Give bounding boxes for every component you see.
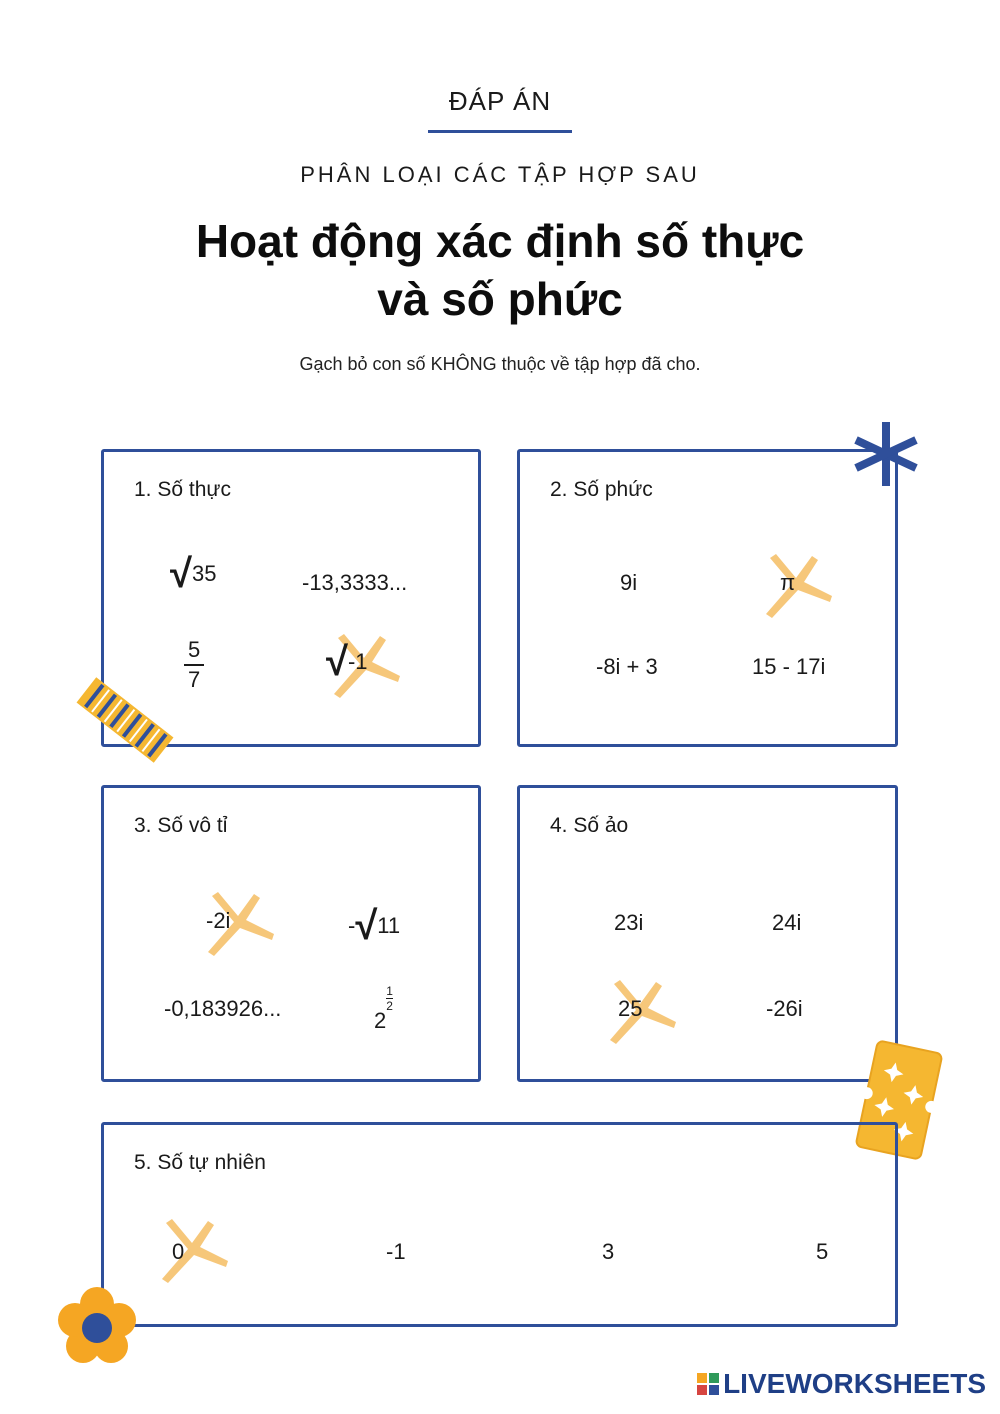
item-complex-2[interactable]: 15 - 17i xyxy=(752,654,826,679)
radical-symbol: √ xyxy=(326,640,348,684)
tape-decoration xyxy=(72,670,178,770)
box-title: 3. Số vô tỉ xyxy=(134,814,228,837)
item-sqrt-35[interactable] xyxy=(170,552,216,597)
item-3[interactable]: 3 xyxy=(602,1239,615,1264)
fraction-denominator: 7 xyxy=(188,667,201,692)
item-9i[interactable]: 9i xyxy=(620,570,638,595)
answer-underline xyxy=(428,130,572,133)
box-title: 5. Số tự nhiên xyxy=(134,1151,266,1174)
logo-text: LIVEWORKSHEETS xyxy=(723,1368,986,1399)
radical-symbol: √ xyxy=(170,552,192,596)
fraction-numerator: 5 xyxy=(184,636,204,666)
minus-sign: - xyxy=(348,913,356,938)
radicand: 35 xyxy=(191,561,217,586)
cross-mark-icon xyxy=(154,1217,234,1287)
title-line-2: và số phức xyxy=(377,273,623,325)
item-fraction[interactable] xyxy=(184,636,204,694)
exponent-numerator: 1 xyxy=(386,984,393,998)
item-repeating-decimal[interactable]: -13,3333... xyxy=(302,570,408,595)
item-neg-2i[interactable]: -2i xyxy=(206,908,231,933)
instruction: Gạch bỏ con số KHÔNG thuộc về tập hợp đã cho. xyxy=(299,354,701,374)
item-neg-sqrt-11[interactable] xyxy=(348,904,400,949)
subtitle: PHÂN LOẠI CÁC TẬP HỢP SAU xyxy=(300,162,700,187)
exponent-denominator: 2 xyxy=(386,999,393,1013)
box-irrational-numbers xyxy=(101,785,481,1082)
item-0[interactable]: 0 xyxy=(172,1239,185,1264)
item-5[interactable]: 5 xyxy=(816,1239,829,1264)
item-power[interactable] xyxy=(374,984,393,1034)
radical-symbol: √ xyxy=(355,904,378,948)
box-title: 1. Số thực xyxy=(134,478,231,501)
box-title: 4. Số ảo xyxy=(550,814,629,837)
item-neg-decimal[interactable]: -0,183926... xyxy=(164,996,282,1021)
item-25[interactable]: 25 xyxy=(618,996,643,1021)
item-sqrt-neg-1[interactable] xyxy=(326,640,368,685)
radicand: -1 xyxy=(347,649,368,674)
box-title: 2. Số phức xyxy=(550,478,653,501)
logo-badge-icon xyxy=(697,1373,719,1395)
box-natural-numbers xyxy=(101,1122,898,1327)
item-neg-26i[interactable]: -26i xyxy=(766,996,803,1021)
radicand: 11 xyxy=(377,913,401,938)
item-24i[interactable]: 24i xyxy=(772,910,802,935)
box-complex-numbers xyxy=(517,449,898,747)
cross-mark-icon xyxy=(758,552,838,622)
item-complex-1[interactable]: -8i + 3 xyxy=(596,654,658,679)
item-neg-1[interactable]: -1 xyxy=(386,1239,406,1264)
box-imaginary-numbers xyxy=(517,785,898,1082)
liveworksheets-logo xyxy=(697,1368,986,1400)
item-pi[interactable]: π xyxy=(780,570,796,595)
answer-label: ĐÁP ÁN xyxy=(448,86,552,116)
page-title xyxy=(0,212,1000,328)
title-line-1: Hoạt động xác định số thực xyxy=(195,215,805,267)
power-base: 2 xyxy=(374,1008,387,1033)
item-23i[interactable]: 23i xyxy=(614,910,644,935)
flower-decoration xyxy=(56,1286,138,1368)
